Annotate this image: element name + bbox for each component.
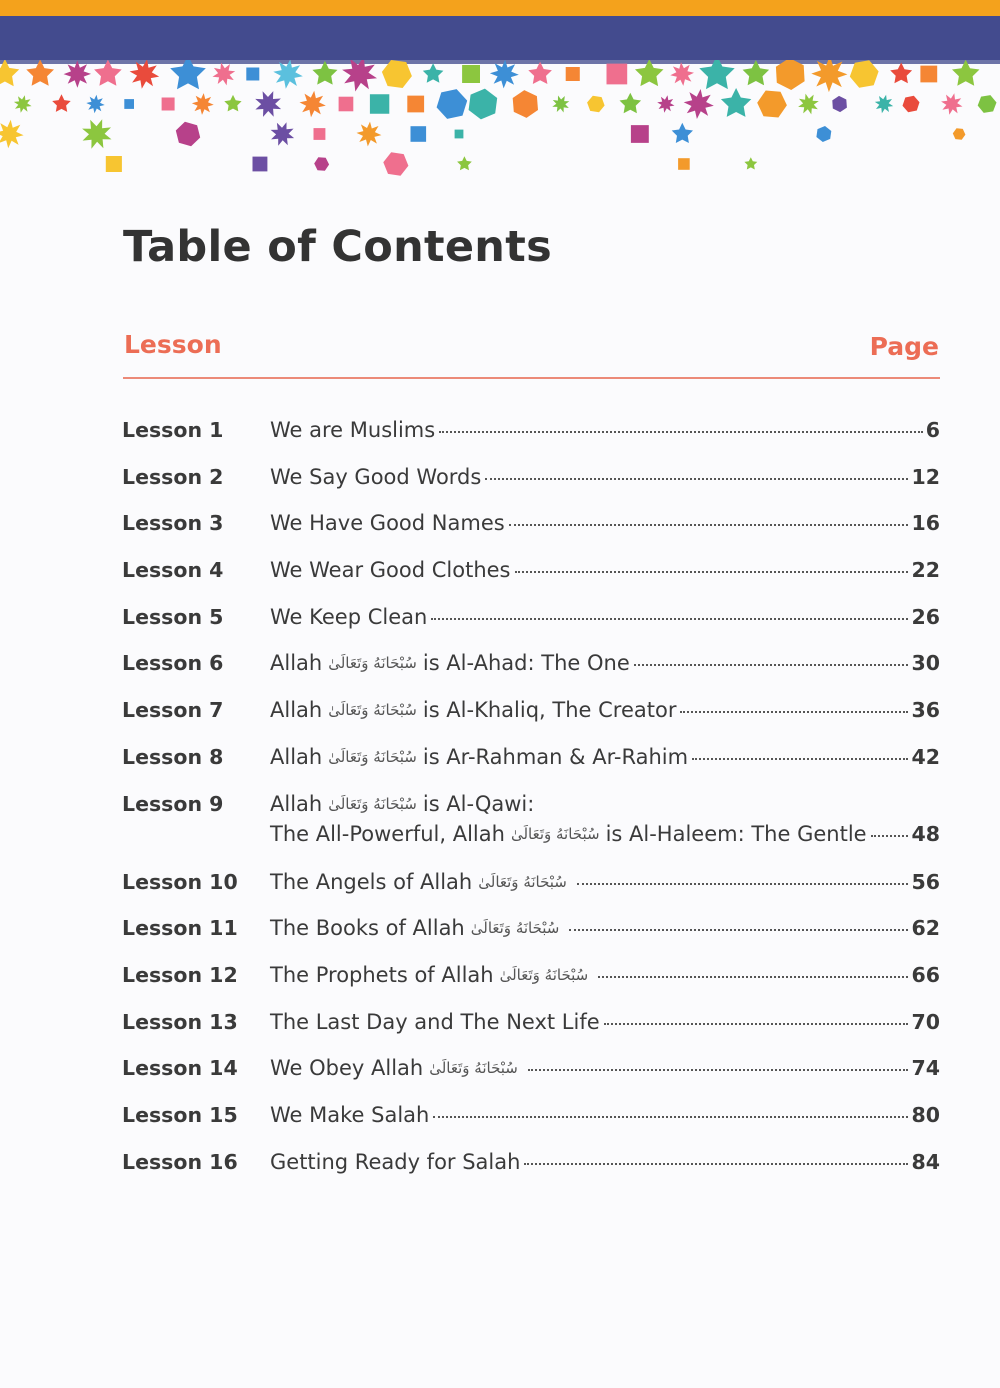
orange-top-strip: [0, 0, 1000, 16]
entry-line: [270, 605, 940, 629]
toc-row: [122, 507, 940, 554]
page-number: 84: [911, 1149, 940, 1174]
pattern-shape: [314, 157, 329, 170]
lesson-entry: [270, 1010, 940, 1034]
pattern-shape: [684, 89, 714, 119]
page-title: Table of Contents: [123, 222, 552, 272]
pattern-shape: [271, 122, 295, 146]
pattern-shape: [832, 96, 847, 112]
honorific-seal-icon: سُبْحَانَهُ وَتَعَالَىٰ: [328, 747, 417, 766]
pattern-shape: [255, 91, 281, 117]
pattern-shape: [383, 152, 408, 175]
page-number: 48: [911, 821, 940, 846]
pattern-shape: [978, 95, 997, 113]
pattern-shape: [744, 157, 757, 169]
entry-line: [270, 870, 940, 894]
pattern-shape: [920, 66, 937, 83]
entry-line: [270, 745, 940, 769]
pattern-shape: [743, 60, 770, 85]
toc-row: [122, 1052, 940, 1099]
page-number: 74: [911, 1056, 940, 1081]
pattern-shape: [798, 94, 819, 115]
page-number: 42: [911, 744, 940, 769]
pattern-shape: [0, 60, 19, 86]
lesson-number: Lesson 11: [122, 916, 238, 941]
pattern-shape: [670, 62, 694, 86]
pattern-shape: [124, 99, 134, 109]
pattern-shape: [253, 157, 268, 172]
entry-title-text: We Obey Allah: [270, 1056, 424, 1081]
entry-line: [270, 963, 940, 987]
toc-row: [122, 741, 940, 788]
entry-title-text: The All-Powerful, Allah: [270, 821, 505, 846]
page-number: 36: [911, 698, 940, 723]
entry-line: [270, 558, 940, 582]
entry-title-text: We Make Salah: [270, 1102, 430, 1127]
toc-row: [122, 414, 940, 461]
entry-line: [270, 465, 940, 489]
entry-title-text: We Say Good Words: [270, 464, 482, 489]
lesson-number: Lesson 7: [122, 698, 224, 723]
toc-row: [122, 1099, 940, 1146]
pattern-shape: [816, 126, 831, 142]
entry-title-text: is Al-Haleem: The Gentle: [605, 821, 867, 846]
pattern-shape: [52, 94, 70, 112]
pattern-shape: [213, 63, 236, 86]
pattern-shape: [699, 60, 734, 89]
entry-line: [270, 822, 940, 846]
pattern-shape: [342, 60, 377, 92]
dot-leader: [871, 835, 909, 837]
pattern-shape: [457, 156, 472, 170]
pattern-shape: [953, 128, 966, 140]
entry-title-text: is Ar-Rahman & Ar-Rahim: [422, 744, 689, 769]
pattern-shape: [314, 128, 326, 140]
honorific-seal-icon: سُبْحَانَهُ وَتَعَالَىٰ: [510, 824, 600, 843]
lesson-entry: [270, 916, 940, 940]
pattern-shape: [552, 96, 569, 113]
toc-row: [122, 912, 940, 959]
entry-line: [270, 1150, 940, 1174]
dot-leader: [692, 758, 908, 760]
dot-leader: [680, 711, 908, 713]
page-number: 22: [911, 558, 940, 583]
toc-row: [122, 461, 940, 508]
dot-leader: [524, 1163, 908, 1165]
page-number: 6: [925, 418, 940, 442]
entry-title-text: Allah: [270, 698, 323, 723]
lesson-entry: [270, 1103, 940, 1127]
dot-leader: [515, 571, 909, 573]
pattern-shape: [620, 93, 642, 114]
pattern-shape: [890, 63, 912, 84]
lesson-number: Lesson 15: [122, 1102, 238, 1127]
lesson-entry: [270, 651, 940, 675]
pattern-shape: [357, 122, 382, 147]
lesson-entry: [270, 1150, 940, 1174]
toc-row: [122, 1146, 940, 1193]
pattern-shape: [850, 60, 879, 88]
pattern-shape: [469, 89, 498, 120]
toc-row: [122, 647, 940, 694]
pattern-shape: [273, 60, 303, 89]
entry-title-text: We are Muslims: [270, 418, 436, 442]
lesson-entry: [270, 558, 940, 582]
pattern-shape: [170, 60, 206, 89]
dot-leader: [604, 1023, 909, 1025]
pattern-shape: [678, 158, 690, 170]
lesson-entry: [270, 511, 940, 535]
lesson-number: Lesson 8: [122, 744, 224, 769]
pattern-shape: [26, 60, 54, 86]
pattern-shape: [941, 93, 962, 114]
toc-row: [122, 694, 940, 741]
lesson-entry: [270, 870, 940, 894]
pattern-shape: [437, 89, 468, 119]
dot-leader: [509, 524, 909, 526]
entry-line: [270, 1010, 940, 1034]
lesson-entry: [270, 963, 940, 987]
lesson-number: Lesson 5: [122, 604, 224, 629]
entry-line: [270, 418, 940, 442]
lesson-number: Lesson 2: [122, 464, 224, 489]
pattern-shape: [14, 95, 32, 113]
pattern-shape: [566, 67, 580, 81]
entry-line: [270, 1056, 940, 1080]
pattern-shape: [423, 63, 444, 82]
honorific-seal-icon: سُبْحَانَهُ وَتَعَالَىٰ: [499, 965, 589, 984]
dot-leader: [598, 976, 908, 978]
pattern-shape: [952, 60, 980, 86]
pattern-shape: [607, 64, 628, 85]
pattern-shape: [407, 96, 424, 113]
entry-title-text: Allah: [270, 791, 323, 816]
entry-title-text: is Al-Ahad: The One: [422, 651, 630, 676]
dot-leader: [577, 883, 909, 885]
pattern-shape: [528, 62, 552, 84]
page-number: 80: [911, 1102, 940, 1127]
lesson-entry: [270, 698, 940, 722]
entry-line: [270, 698, 940, 722]
lesson-entry: [270, 418, 940, 442]
entry-title-text: is Al-Khaliq, The Creator: [422, 698, 677, 723]
dot-leader: [569, 929, 908, 931]
honorific-seal-icon: سُبْحَانَهُ وَتَعَالَىٰ: [429, 1059, 518, 1078]
pattern-shape: [875, 95, 893, 113]
dot-leader: [485, 478, 908, 480]
lesson-number: Lesson 10: [122, 869, 238, 894]
lesson-number: Lesson 13: [122, 1009, 238, 1034]
honorific-seal-icon: سُبْحَانَهُ وَتَعَالَىٰ: [328, 794, 417, 813]
pattern-shape: [162, 98, 175, 111]
pattern-shape: [462, 65, 480, 83]
entry-title-text: Getting Ready for Salah: [270, 1149, 521, 1174]
honorific-seal-icon: سُبْحَانَهُ وَتَعَالَىٰ: [328, 701, 417, 720]
toc-row: [122, 554, 940, 601]
toc-row: [122, 959, 940, 1006]
entry-title-text: The Prophets of Allah: [270, 962, 494, 987]
pattern-shape: [490, 60, 519, 88]
pattern-shape: [370, 94, 389, 113]
lesson-number: Lesson 3: [122, 511, 224, 536]
page-number: 12: [911, 464, 940, 489]
pattern-shape: [64, 60, 91, 87]
pattern-shape: [903, 96, 920, 112]
entry-title-text: is Al-Qawi:: [422, 791, 535, 816]
lesson-number: Lesson 16: [122, 1149, 238, 1174]
entry-title-text: We Keep Clean: [270, 604, 428, 629]
dot-leader: [634, 664, 909, 666]
toc-row: [122, 866, 940, 913]
pattern-shape: [312, 61, 337, 85]
toc-row: [122, 1006, 940, 1053]
entry-title-text: The Last Day and The Next Life: [270, 1009, 600, 1034]
pattern-shape: [811, 60, 847, 92]
pattern-shape: [382, 60, 412, 88]
pattern-shape: [672, 123, 693, 143]
page-number: 56: [911, 869, 940, 894]
entry-title-text: We Have Good Names: [270, 511, 505, 536]
entry-title-text: Allah: [270, 651, 323, 676]
pattern-shape: [721, 88, 751, 117]
pattern-shape: [224, 95, 241, 112]
honorific-seal-icon: سُبْحَانَهُ وَتَعَالَىٰ: [470, 919, 560, 938]
entry-title-text: The Books of Allah: [270, 916, 465, 941]
page-number: 66: [911, 962, 940, 987]
lesson-number: Lesson 14: [122, 1056, 238, 1081]
page-number: 62: [911, 916, 940, 941]
entry-line: [270, 511, 940, 535]
lesson-column-header: Lesson: [124, 330, 222, 359]
header-divider: [123, 377, 940, 379]
page-number: 26: [911, 604, 940, 629]
pattern-shape: [176, 122, 200, 147]
dot-leader: [431, 618, 908, 620]
pattern-shape: [757, 91, 787, 118]
pattern-shape: [635, 60, 664, 86]
toc-row: [122, 601, 940, 648]
lesson-number: Lesson 9: [122, 791, 224, 816]
dot-leader: [528, 1069, 909, 1071]
lesson-number: Lesson 12: [122, 962, 238, 987]
pattern-shape: [776, 60, 805, 90]
entry-title-text: The Angels of Allah: [270, 869, 473, 894]
pattern-shape: [513, 90, 538, 118]
lesson-entry: [270, 1056, 940, 1080]
lesson-number: Lesson 4: [122, 558, 224, 583]
pattern-shape: [192, 93, 214, 115]
pattern-shape: [587, 96, 605, 113]
page-number: 70: [911, 1009, 940, 1034]
entry-first-line: [270, 792, 940, 816]
pattern-shape: [300, 91, 326, 117]
entry-line: [270, 1103, 940, 1127]
page-column-header: Page: [869, 332, 939, 361]
lesson-entry: [270, 745, 940, 769]
pattern-shape: [0, 120, 24, 148]
honorific-seal-icon: سُبْحَانَهُ وَتَعَالَىٰ: [478, 872, 567, 891]
lesson-entry: [270, 465, 940, 489]
pattern-shape: [339, 97, 354, 112]
entry-title-text: We Wear Good Clothes: [270, 558, 511, 583]
lesson-entry: [270, 792, 940, 846]
pattern-shape: [130, 60, 160, 89]
pattern-shape: [657, 95, 674, 112]
pattern-shape: [106, 156, 122, 172]
honorific-seal-icon: سُبْحَانَهُ وَتَعَالَىٰ: [328, 654, 417, 673]
geometric-star-pattern: [0, 60, 1000, 185]
dot-leader: [433, 1116, 908, 1118]
lesson-entry: [270, 605, 940, 629]
toc-row: [122, 788, 940, 866]
pattern-shape: [631, 125, 649, 143]
lesson-number: Lesson 1: [122, 418, 224, 442]
pattern-shape: [246, 68, 259, 81]
entry-title-text: Allah: [270, 744, 323, 769]
page-number: 30: [911, 651, 940, 676]
table-of-contents-list: [122, 414, 940, 1192]
dot-leader: [439, 431, 923, 433]
page-number: 16: [911, 511, 940, 536]
pattern-shape: [94, 60, 122, 86]
pattern-shape: [82, 119, 111, 148]
blue-header-band: [0, 16, 1000, 60]
pattern-shape: [455, 130, 464, 139]
entry-line: [270, 651, 940, 675]
pattern-shape: [86, 95, 104, 113]
lesson-number: Lesson 6: [122, 651, 224, 676]
entry-line: [270, 916, 940, 940]
pattern-shape: [411, 126, 427, 142]
